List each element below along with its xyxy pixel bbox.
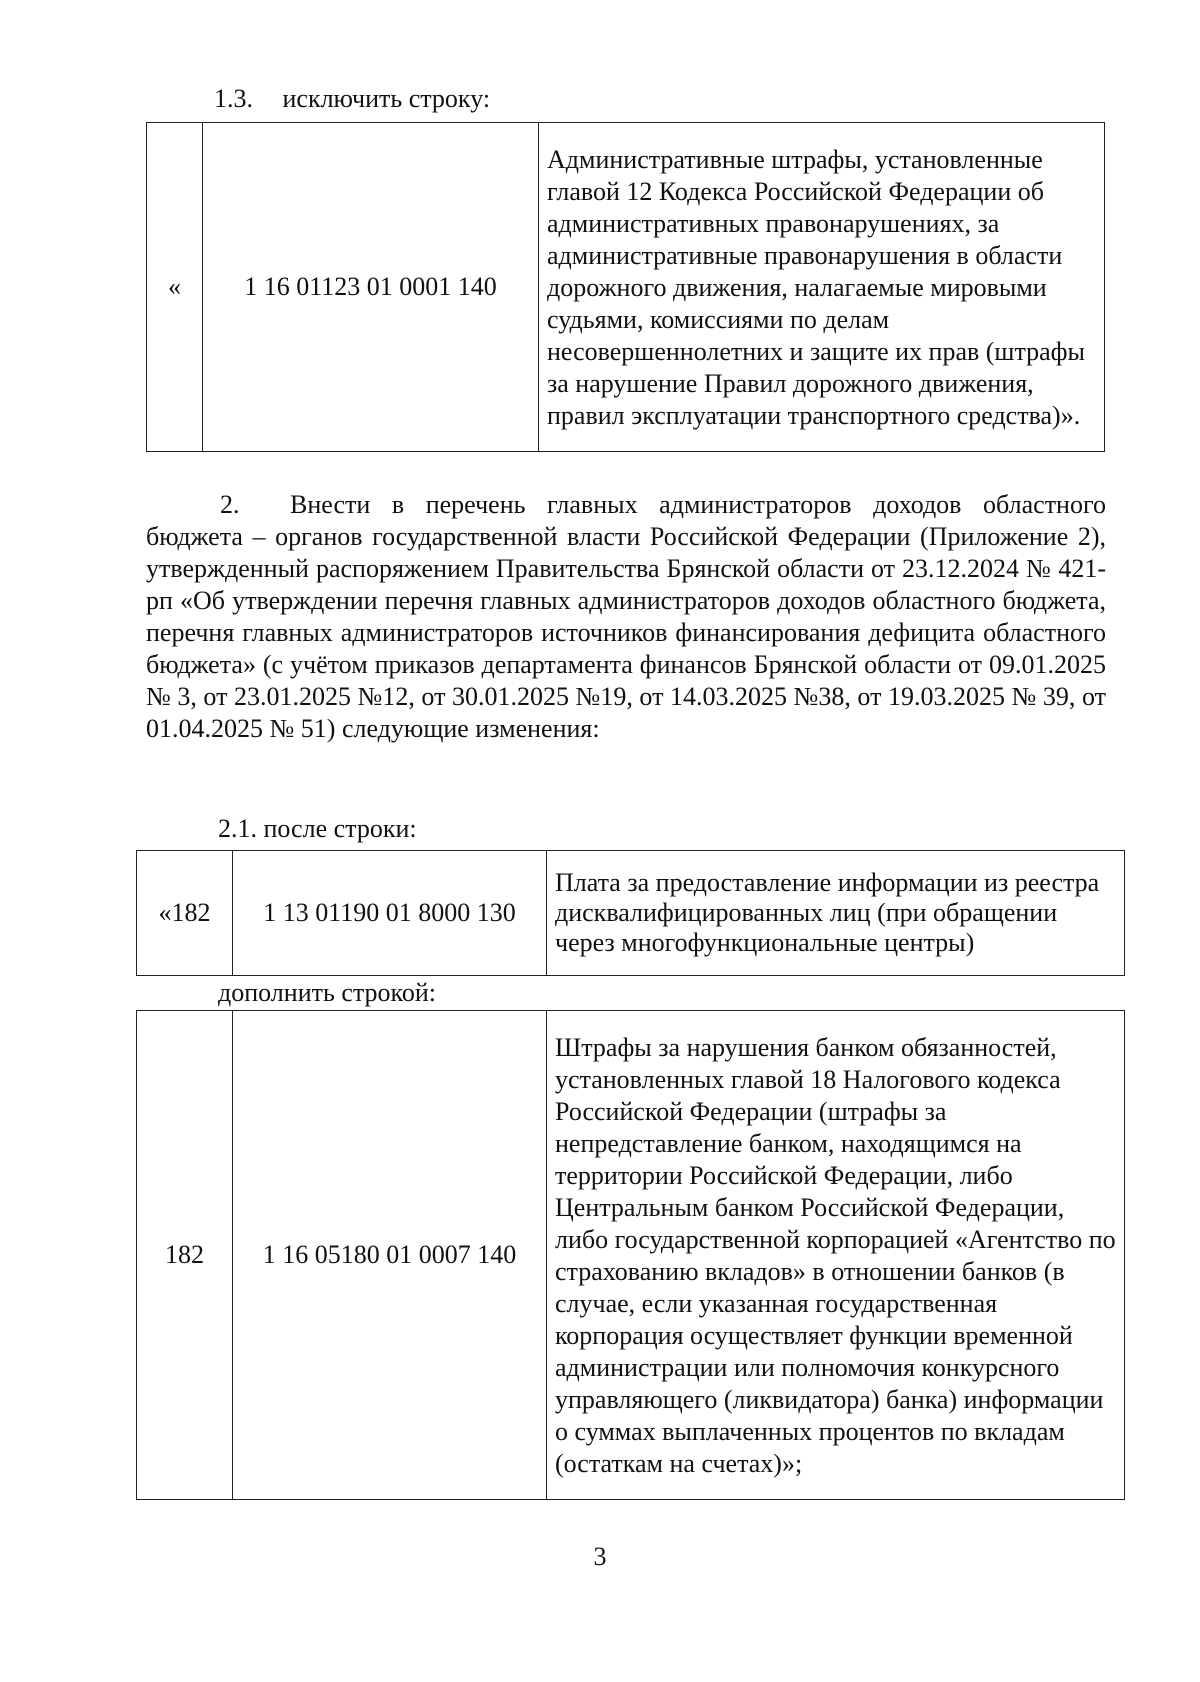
row-prefix-cell: «182 bbox=[137, 851, 233, 976]
page-number: 3 bbox=[593, 1542, 607, 1571]
section-2-text: Внести в перечень главных администраторов доходов областного бюджета – органов государственной власти Российской Федерации (Приложение 2), утвержденный распоряжением Правительства Брянской области от 23.12.2024 № 421-рп «Об утверждении перечня главных администраторов доходов областного бюджета, перечня главных администраторов источников финансирования дефицита областного бюджета» (с учётом приказов департамента финансов Брянской области от 09.01.2025 № 3, от 23.01.2025 №12, от 30.01.2025 №19, от 14.03.2025 №38, от 19.03.2025 № 39, от 01.04.2025 № 51) следующие изменения: bbox=[146, 490, 1106, 743]
section-1-3-caption bbox=[214, 84, 490, 114]
new-row-table bbox=[136, 1010, 1125, 1500]
section-2-paragraph bbox=[146, 489, 1106, 745]
excluded-row-table bbox=[146, 122, 1105, 452]
section-2-1-caption: 2.1. после строки: bbox=[218, 814, 417, 843]
section-2-number: 2. bbox=[220, 490, 240, 519]
row-code-cell: 1 16 05180 01 0007 140 bbox=[233, 1011, 547, 1500]
row-prefix-cell: 182 bbox=[137, 1011, 233, 1500]
row-prefix-cell: « bbox=[147, 123, 203, 452]
after-row-table bbox=[136, 850, 1125, 976]
table-row bbox=[147, 123, 1105, 452]
section-1-3-number: 1.3. bbox=[214, 84, 253, 113]
section-1-3-caption-text: исключить строку: bbox=[282, 84, 491, 113]
row-description-cell: Плата за предоставление информации из реестра дисквалифицированных лиц (при обращении через многофункциональные центры) bbox=[547, 851, 1125, 976]
table-row bbox=[137, 1011, 1125, 1500]
row-description-cell: Штрафы за нарушения банком обязанностей, установленных главой 18 Налогового кодекса Российской Федерации (штрафы за непредставление банком, находящимся на территории Российской Федерации, либо Центральным банком Российской Федерации, либо государственной корпорацией «Агентство по страхованию вкладов» в отношении банков (в случае, если указанная государственная корпорация осуществляет функции временной администрации или полномочия конкурсного управляющего (ликвидатора) банка) информации о суммах выплаченных процентов по вкладам (остаткам на счетах)»; bbox=[547, 1011, 1125, 1500]
add-row-caption: дополнить строкой: bbox=[218, 978, 436, 1007]
row-code-cell: 1 16 01123 01 0001 140 bbox=[203, 123, 539, 452]
table-row bbox=[137, 851, 1125, 976]
row-code-cell: 1 13 01190 01 8000 130 bbox=[233, 851, 547, 976]
row-description-cell: Административные штрафы, установленные главой 12 Кодекса Российской Федерации об административных правонарушениях, за административные правонарушения в области дорожного движения, налагаемые мировыми судьями, комиссиями по делам несовершеннолетних и защите их прав (штрафы за нарушение Правил дорожного движения, правил эксплуатации транспортного средства)». bbox=[539, 123, 1105, 452]
